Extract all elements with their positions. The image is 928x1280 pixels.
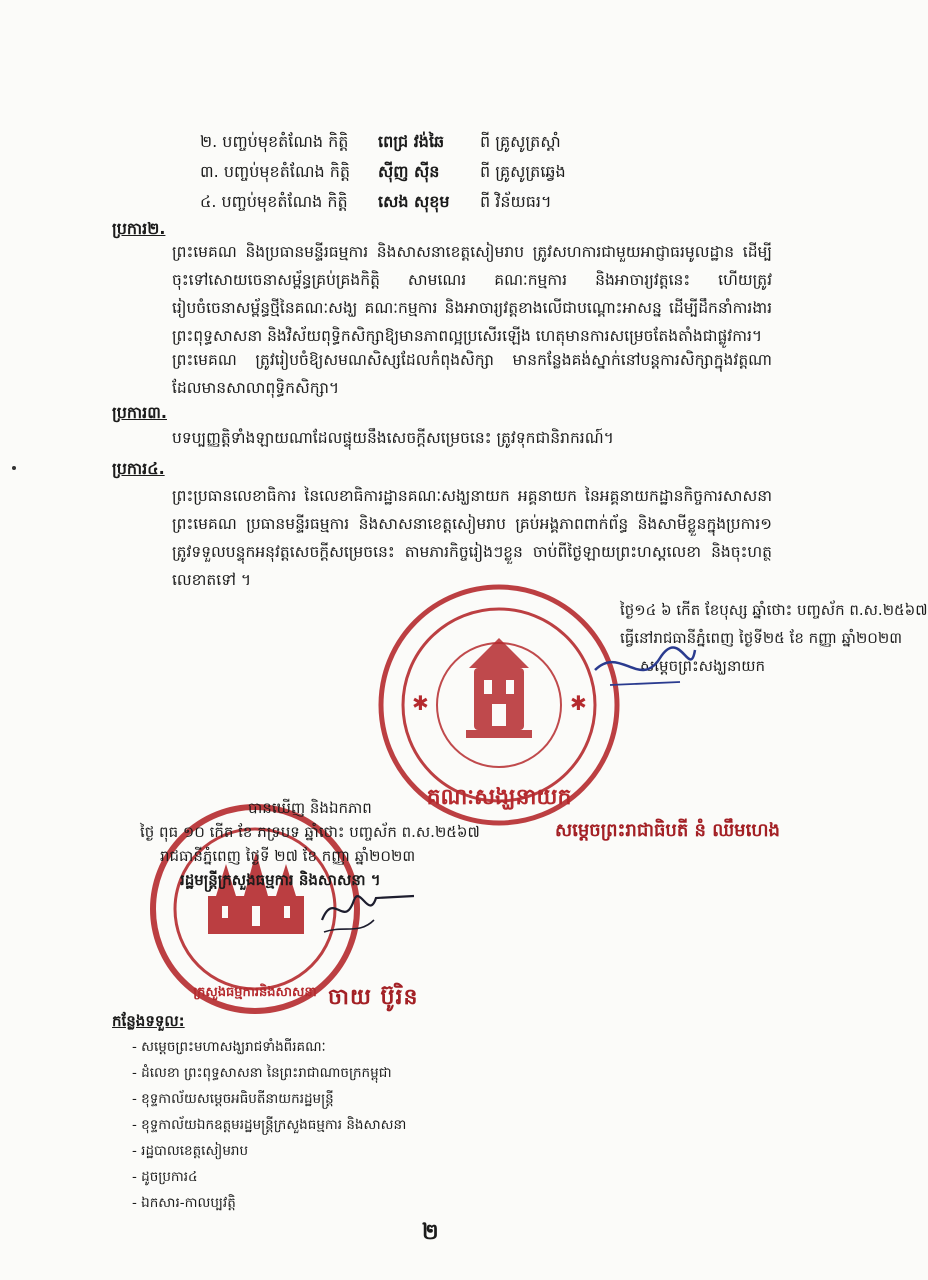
recipient-item: - រដ្ឋបាលខេត្តសៀមរាប [132, 1138, 406, 1164]
article-4-text: ព្រះប្រធានលេខាធិការ នៃលេខាធិការដ្ឋានគណៈសង្ឃនាយក អគ្គនាយក នៃអគ្គនាយកដ្ឋានកិច្ចការសាសនា ព្រះមេគណ ប្រធានមន្ទីរធម្មការ និងសាសនាខេត្តសៀមរាប គ្រប់អង្គភាពពាក់ព័ន្ធ និងសាមីខ្លួនក្នុងប្រការ១ ត្រូវទទួលបន្ទុកអនុវត្តសេចក្តីសម្រេចនេះ តាមភារកិច្ចរៀងៗខ្លួន ចាប់ពីថ្ងៃឡាយព្រះហស្តលេខា និងចុះហត្ថលេខាតទៅ ។ [172, 487, 772, 589]
appointment-origin: ពី គ្រូសូត្រឆ្វេង [480, 162, 566, 181]
minister-signature [314, 880, 424, 944]
article-2-heading: ប្រការ២. [112, 219, 166, 238]
appointment-origin: ពី គ្រូសូត្រស្តាំ [480, 132, 561, 151]
svg-text:✱: ✱ [570, 691, 587, 715]
approval-lunar-date: ថ្ងៃ ពុធ ១០ កើត ខែ ភទ្របទ ឆ្នាំថោះ បញ្ចស័ក ព.ស.២៥៦៧ [140, 823, 480, 841]
page-number: ២ [422, 1220, 439, 1245]
article-3-text: បទប្បញ្ញត្តិទាំងឡាយណាដែលផ្ទុយនឹងសេចក្តីសម្រេចនេះ ត្រូវទុកជានិរាករណ៍។ [172, 429, 614, 447]
appointment-position: ៤. បញ្ចប់មុខតំណែង កិត្តិ [200, 192, 348, 211]
svg-text:✱: ✱ [412, 691, 429, 715]
recipient-item: - ដំលេខា ព្រះពុទ្ធសាសនា នៃព្រះរាជាណាចក្រកម្ពុជា [132, 1060, 406, 1086]
appointment-row [200, 188, 660, 218]
signatory-title: សម្តេចព្រះសង្ឃនាយក [640, 657, 766, 675]
approval-line: បានឃើញ និងឯកភាព [248, 799, 372, 817]
appointment-list [200, 128, 660, 218]
patriarch-seal [374, 580, 624, 830]
appointment-origin: ពី វិន័យធរ។ [480, 192, 552, 211]
minister-title: រដ្ឋមន្ត្រីក្រសួងធម្មការ និងសាសនា ។ [180, 871, 381, 889]
article-2-paragraph-2 [112, 346, 772, 402]
recipient-item: - ដូចប្រការ៤ [132, 1164, 406, 1190]
recipients-list [132, 1034, 406, 1216]
ministry-approval-block [140, 796, 480, 892]
appointment-row [200, 128, 660, 158]
patriarch-signature [590, 640, 700, 704]
recipient-item: - ឯកសារ-កាលប្បវត្តិ [132, 1190, 406, 1216]
appointment-name: សេង សុខុម [378, 192, 450, 211]
minister-name: ចាយ ប៊ូរិន [328, 985, 419, 1010]
patriarch-name: សម្តេចព្រះរាជាធិបតី នំ ឈឹមហេង [555, 820, 780, 841]
recipients-title: កន្លែងទទួល: [112, 1012, 185, 1030]
approval-solar-date: រាជធានីភ្នំពេញ ថ្ងៃទី ២៧ ខែ កញ្ញា ឆ្នាំ២០២៣ [160, 847, 416, 865]
article-4-heading: ប្រការ៤. [112, 459, 165, 478]
lunar-date-line: ថ្ងៃ១៤ ៦ កើត ខែបុស្ស ឆ្នាំថោះ បញ្ចស័ក ព.ស.២៥៦៧ [620, 601, 928, 619]
article-2-text-2: ព្រះមេគណ ត្រូវរៀបចំឱ្យសមណសិស្សដែលកំពុងសិក្សា មានកន្លែងគង់ស្នាក់នៅបន្តការសិក្សាក្នុងវត្តណាដែលមានសាលាពុទ្ធិកសិក្សា។ [172, 351, 772, 397]
article-4-paragraph [112, 482, 772, 594]
appointment-row [200, 158, 660, 188]
appointment-position: ៣. បញ្ចប់មុខតំណែង កិត្តិ [200, 162, 351, 181]
ministry-seal-text: ក្រសួងធម្មការនិងសាសនា [193, 985, 317, 1000]
appointment-position: ២. បញ្ចប់មុខតំណែង កិត្តិ [200, 132, 349, 151]
margin-mark [12, 466, 16, 470]
solar-date-line: ធ្វើនៅរាជធានីភ្នំពេញ ថ្ងៃទី២៥ ខែ កញ្ញា ឆ្នាំ២០២៣ [620, 629, 903, 647]
article-2-text-1: ព្រះមេគណ និងប្រធានមន្ទីរធម្មការ និងសាសនាខេត្តសៀមរាប ត្រូវសហការជាមួយអាជ្ញាធរមូលដ្ឋាន ដើម្បីចុះទៅសោយចេនាសម្ព័ន្ធគ្រប់គ្រងកិត្តិ សាមណេរ គណៈកម្មការ និងអាចារ្យវត្តនេះ ហើយត្រូវរៀបចំចេនាសម្ព័ន្ធថ្មីនៃគណៈសង្ឃ គណៈកម្មការ និងអាចារ្យវត្តខាងលើជាបណ្តោះអាសន្ន ដើម្បីដឹកនាំការងារព្រះពុទ្ធសាសនា និងវិស័យពុទ្ធិកសិក្សាឱ្យមានភាពល្អប្រសើរឡើង ហេតុមានការសម្រេចតែងតាំងជាផ្លូវការ។ [172, 243, 772, 345]
recipient-item: - ខុទ្ទកាល័យសម្តេចអធិបតីនាយករដ្ឋមន្ត្រី [132, 1086, 406, 1112]
article-3-heading: ប្រការ៣. [112, 403, 167, 422]
recipient-item: - ខុទ្ទកាល័យឯកឧត្តមរដ្ឋមន្ត្រីក្រសួងធម្មការ និងសាសនា [132, 1112, 406, 1138]
article-2-paragraph-1 [112, 238, 772, 350]
appointment-name: ស៊ីញ ស៊ីន [378, 162, 440, 181]
article-3-paragraph [112, 424, 772, 452]
patriarch-seal-text: គណៈសង្ឃនាយក [426, 785, 572, 810]
faint-header-text [300, 42, 560, 60]
recipient-item: - សម្តេចព្រះមហាសង្ឃរាជទាំងពីរគណៈ [132, 1034, 406, 1060]
appointment-name: ពេជ្រ វង់ឆៃ [378, 132, 445, 151]
